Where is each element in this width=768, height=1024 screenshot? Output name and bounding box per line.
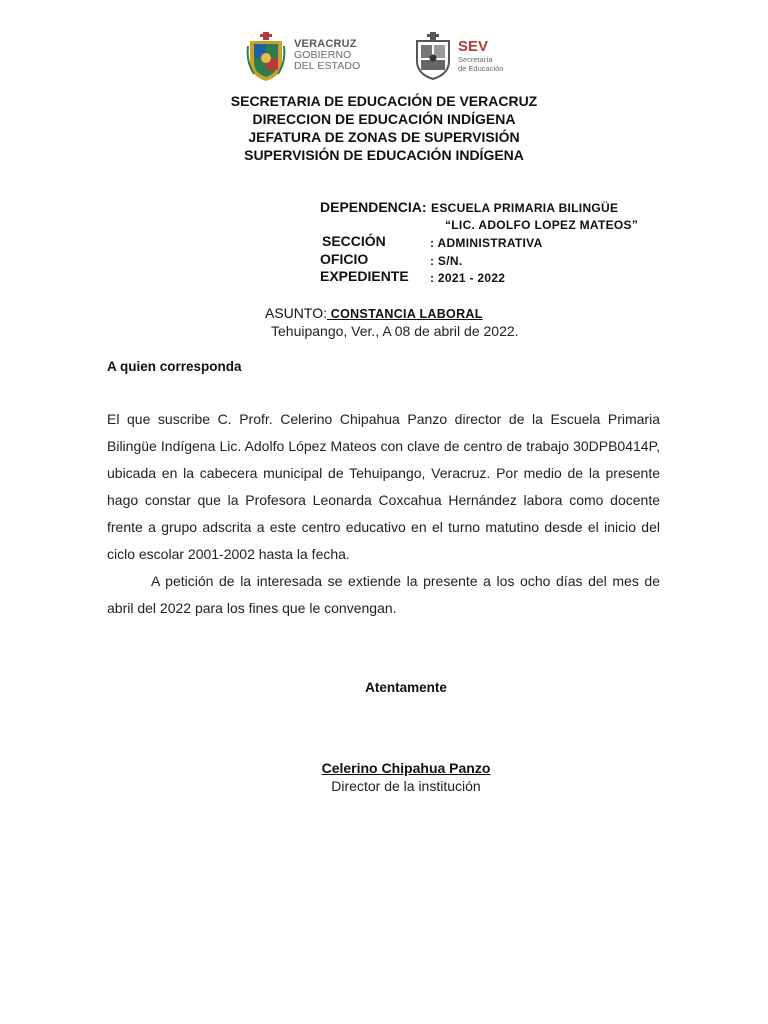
- salutation: A quien corresponda: [107, 359, 242, 374]
- signer-name: Celerino Chipahua Panzo: [321, 760, 491, 776]
- asunto-line: [265, 305, 483, 321]
- asunto-label: ASUNTO:: [265, 305, 327, 321]
- dependencia-row: [320, 199, 618, 217]
- oficio-value-wrap: [430, 252, 462, 270]
- asunto-value: CONSTANCIA LABORAL: [326, 307, 483, 321]
- dependencia-row-2: [445, 216, 638, 234]
- letterhead-titles: [0, 92, 768, 164]
- header-line-2: DIRECCION DE EDUCACIÓN INDÍGENA: [252, 111, 516, 127]
- expediente-value: : 2021 - 2022: [430, 271, 506, 285]
- body-paragraph-2: A petición de la interesada se extiende la presente a los ocho días del mes de abril del 2022 para los fines que le convengan.: [107, 573, 660, 616]
- seccion-value-wrap: [430, 234, 543, 252]
- del-estado-logo-text: DEL ESTADO: [294, 60, 361, 72]
- sev-logo: [414, 32, 524, 82]
- seccion-row: [322, 233, 386, 251]
- gobierno-logo-text: GOBIERNO: [294, 49, 352, 61]
- expediente-value-wrap: [430, 269, 505, 287]
- veracruz-coat-of-arms-icon: [246, 32, 286, 82]
- seccion-label: SECCIÓN: [322, 233, 386, 249]
- oficio-value: : S/N.: [430, 254, 463, 268]
- expediente-label: EXPEDIENTE: [320, 268, 409, 284]
- closing: Atentamente: [365, 680, 447, 695]
- body-paragraph-1: El que suscribe C. Profr. Celerino Chipahua Panzo director de la Escuela Primaria Bilingüe Indígena Lic. Adolfo López Mateos con clave de centro de trabajo 30DPB0414P, ubicada en la cabecera municipal de Tehuipango, Veracruz. Por medio de la presente hago constar que la Profesora Leonarda Coxcahua Hernández labora como docente frente a grupo adscrita a este centro educativo en el turno matutino desde el inicio del ciclo escolar 2001-2002 hasta la fecha.: [107, 411, 660, 562]
- sev-logo-title: SEV: [458, 38, 489, 55]
- oficio-label: OFICIO: [320, 251, 369, 267]
- dependencia-label: DEPENDENCIA:: [320, 199, 427, 215]
- oficio-row: [320, 251, 368, 269]
- veracruz-government-logo: [246, 30, 366, 84]
- sev-logo-subtitle-2: de Educación: [458, 64, 504, 73]
- header-line-3: JEFATURA DE ZONAS DE SUPERVISIÓN: [248, 129, 520, 145]
- header-line-1: SECRETARIA DE EDUCACIÓN DE VERACRUZ: [230, 93, 538, 109]
- seccion-value: : ADMINISTRATIVA: [430, 236, 543, 250]
- expediente-row: [320, 268, 409, 286]
- sev-emblem-icon: [414, 32, 452, 80]
- dependencia-value-2: “LIC. ADOLFO LOPEZ MATEOS”: [445, 218, 639, 232]
- header-line-4: SUPERVISIÓN DE EDUCACIÓN INDÍGENA: [244, 147, 524, 163]
- document-date: Tehuipango, Ver., A 08 de abril de 2022.: [271, 323, 519, 339]
- signer-title: Director de la institución: [331, 778, 481, 794]
- dependencia-value: ESCUELA PRIMARIA BILINGÜE: [431, 201, 619, 215]
- veracruz-logo-text: VERACRUZ: [294, 38, 357, 50]
- letter-body: [107, 406, 660, 622]
- sev-logo-subtitle-1: Secretaría: [458, 55, 493, 64]
